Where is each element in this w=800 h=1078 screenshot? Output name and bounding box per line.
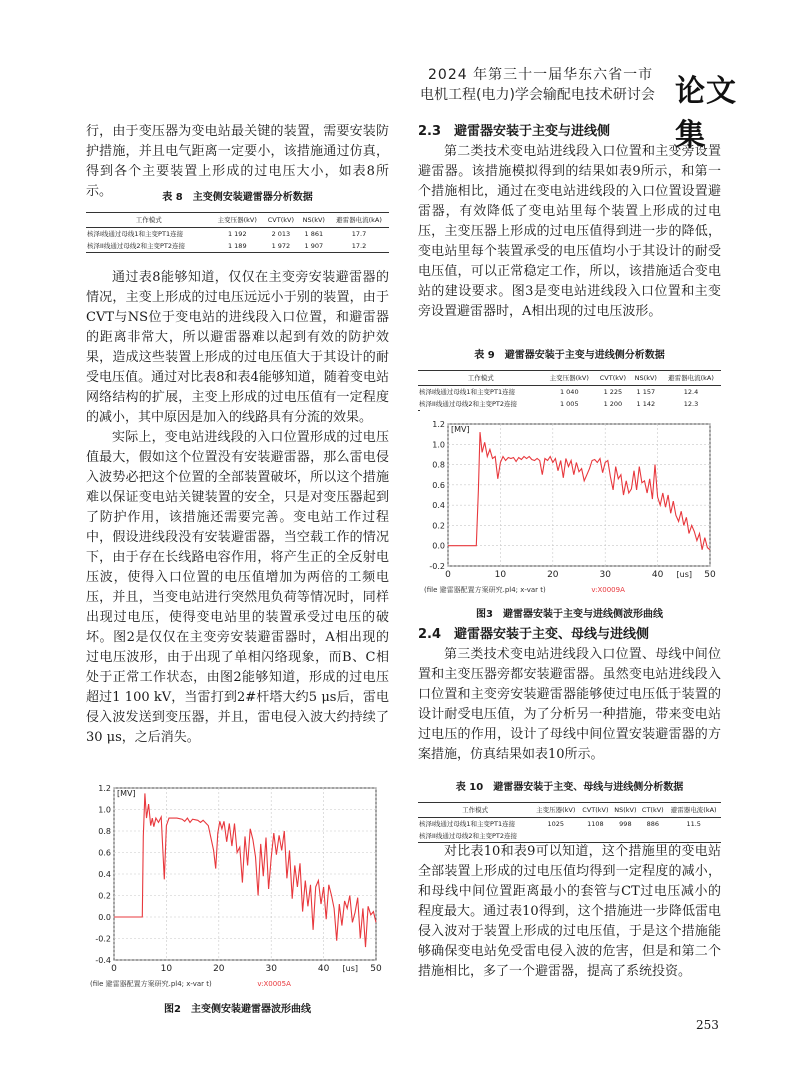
x-tick-label: 10 [494,570,507,580]
y-tick-label: 0.8 [432,460,445,470]
table8-cell: 核泽I线通过母线1和主变PT1连接 [87,230,184,238]
table10-cell [532,830,579,843]
table10-header: NS(kV) [612,803,640,818]
y-unit-label: [MV] [451,425,470,434]
table-row [86,228,389,241]
x-tick-label: 30 [599,570,611,580]
table8-cell: 1 861 [304,230,324,238]
table9-cell: 1 225 [603,388,623,396]
table8-cell: 1 192 [227,230,247,238]
y-tick-label: 0.0 [98,913,111,922]
y-tick-label: -0.2 [95,934,111,944]
table-row [418,386,721,399]
table8-cell: 17.2 [329,240,389,253]
table9-block [418,346,721,411]
figure-2-chart [86,772,392,994]
table9-cell: 12.3 [661,398,721,411]
table8 [86,212,389,253]
table10-header: 避雷器电流(kA) [666,803,721,818]
y-tick-label: 1.0 [432,440,445,450]
header-conference-line2: 电机工程(电力)学会输配电技术研讨会 [420,87,655,103]
y-tick-label: 0.4 [432,501,445,511]
chart-footer-variable: v:X0009A [591,586,625,594]
y-tick-label: 0.4 [98,870,111,879]
paragraph-1: 行，由于变压器为变电站最关键的装置，需要安装防护措施，并且电气距离一定要小，该措施通过仿真，得到各个主要装置上形成的过电压大小，如表8所示。 [86,124,389,199]
table8-cell: 1 907 [299,240,329,253]
left-body [86,268,389,748]
right-body-2 [418,625,721,765]
paragraph-3: 实际上，变电站进线段的入口位置形成的过电压值最大，假如这个位置没有安装避雷器，那么雷电侵入波势必把这个位置的全部装置破坏，所以这个措施难以保证变电站关键装置的安全，只是对变压器起到了防护作用，该措施还需要完善。变电站工作过程中，假设进线段没有安装避雷器，当空载工作的情况下，由于存在长线路电容作用，将产生正的全反射电压波，使得入口位置的电压值增加为两倍的工频电压，并且，当变电站进行突然甩负荷等情况时，同样出现过电压，使得变电站里的装置承受过电压的破坏。图2是仅仅在主变旁安装避雷器时，A相出现的过电压波形，由于出现了单相闪络现象，而B、C相处于正常工作状态，由图2能够知道，形成的过电压超过1 100 kV，当雷打到2#杆塔大约5 μs后，雷电侵入波发送到变压器，并且，雷电侵入波大约持续了30 μs，之后消失。 [86,430,389,745]
table10-header: CVT(kV) [579,803,611,818]
table10-cell: 1108 [587,820,604,828]
table8-cell: 核泽II线通过母线2和主变PT2连接 [86,240,211,253]
table-row [418,830,721,843]
table8-title: 表 8 主变侧安装避雷器分析数据 [162,192,313,203]
x-tick-label: 0 [445,570,451,580]
table9-cell: 核泽II线通过母线2和主变PT2连接 [418,398,543,411]
y-tick-label: 0.2 [432,521,445,531]
table10-cell: 1025 [547,820,564,828]
y-tick-label: 1.2 [98,784,111,793]
table10-cell: 886 [646,820,660,828]
table10-cell: 核泽II线通过母线2和主变PT2连接 [418,830,532,843]
table10 [418,802,721,843]
right-column [418,122,721,322]
table10-cell: 核泽I线通过母线1和主变PT1连接 [419,820,516,828]
table-row [418,818,721,831]
table10-header: 主变压器(kV) [532,803,579,818]
header-conference-line1: 2024 年第三十一届华东六省一市 [428,67,654,83]
table10-cell [666,830,721,843]
y-tick-label: 0.8 [98,827,111,836]
y-unit-label: [MV] [117,789,136,798]
figure-3-chart [420,408,726,600]
table9-cell: 12.4 [683,388,699,396]
y-tick-label: 0.6 [432,480,445,490]
table10-cell [612,830,640,843]
table9-cell: 1 157 [636,388,656,396]
figure-3-caption: 图3 避雷器安装于主变与进线侧波形曲线 [476,609,663,620]
page-number: 253 [696,1018,719,1032]
table10-header: 工作模式 [418,803,532,818]
y-tick-label: -0.4 [95,956,111,965]
plot-area [448,424,710,566]
x-tick-label: 50 [704,570,716,580]
x-tick-label: 40 [651,570,664,580]
paragraph-2: 通过表8能够知道，仅仅在主变旁安装避雷器的情况，主变上形成的过电压远远小于别的装置，由于CVT与NS位于变电站的进线段入口位置，和避雷器的距离非常大，所以避雷器难以起到有效的防护效果，造成这些装置上形成的过电压值大于其设计的耐受电压值。通过对比表8和表4能够知道，随着变电站网络结构的扩展，主变上形成的过电压值有一定程度的减小，其中原因是加入的线路具有分流的效果。 [86,270,389,425]
section-2-4-title: 2.4 避雷器安装于主变、母线与进线侧 [418,627,650,642]
paragraph-6: 对比表10和表9可以知道，这个措施里的变电站全部装置上形成的过电压值均得到一定程度的减小，和母线中间位置距离最小的套管与CT过电压减小的程度最大。通过表10得到，这个措施进一步降低雷电侵入波对于装置上形成的过电压值，于是这个措施能够确保变电站免受雷电侵入波的危害，但是和第二个措施相比，多了一个避雷器，提高了系统投资。 [418,844,721,979]
table9-header: NS(kV) [631,371,661,386]
table8-cell: 1 189 [211,240,263,253]
table8-cell: 2 013 [271,230,291,238]
section-2-3-title: 2.3 避雷器安装于主变与进线侧 [418,124,611,139]
table10-cell [639,830,666,843]
x-tick-label: 20 [547,570,559,580]
x-unit-label: [us] [676,570,692,579]
table9-cell: 1 142 [631,398,661,411]
table9-header: 主变压器(kV) [543,371,595,386]
table9-cell: 1 200 [595,398,630,411]
table8-header: CVT(kV) [263,213,298,228]
y-tick-label: 1.0 [98,805,111,815]
y-tick-label: 0.2 [98,891,111,901]
right-body-3 [418,842,721,982]
table9-cell: 核泽I线通过母线1和主变PT1连接 [419,388,516,396]
table9-title: 表 9 避雷器安装于主变与进线侧分析数据 [474,350,665,361]
x-tick-label: 50 [370,964,382,974]
table10-title: 表 10 避雷器安装于主变、母线与进线侧分析数据 [455,782,684,793]
x-unit-label: [us] [342,964,358,973]
table8-cell: 1 972 [263,240,298,253]
x-tick-label: 30 [265,964,277,974]
x-tick-label: 40 [317,964,330,974]
header-brand: 论文集 [675,74,737,153]
y-tick-label: 0.6 [98,848,111,858]
figure-2-caption: 图2 主变侧安装避雷器波形曲线 [164,1004,311,1015]
table9-cell: 1 040 [559,388,579,396]
table10-cell [579,830,611,843]
table10-header: CT(kV) [639,803,666,818]
table8-block [86,188,389,253]
table10-block [418,778,721,843]
table8-header: NS(kV) [299,213,329,228]
table10-cell: 11.5 [686,820,701,828]
table9 [418,370,721,411]
chart-footer-file: (file 避雷器配置方案研究.pl4; x-var t) [424,586,546,594]
table8-cell: 17.7 [351,230,367,238]
table9-cell: 1 005 [543,398,595,411]
table9-header: CVT(kV) [595,371,630,386]
paragraph-4: 第二类技术变电站进线段入口位置和主变旁设置避雷器。该措施模拟得到的结果如表9所示，和第一个措施相比，通过在变电站进线段的入口位置设置避雷器，有效降低了变电站里每个装置上形成的过电压，主变压器上形成的过电压值得到进一步的降低，变电站里每个装置承受的电压值均小于其设计的耐受电压值，可以正常稳定工作，所以，该措施适合变电站的建设要求。图3是变电站进线段入口位置和主变旁设置避雷器时，A相出现的过电压波形。 [418,144,721,319]
y-tick-label: 0.0 [432,541,445,551]
paragraph-5: 第三类技术变电站进线段入口位置、母线中间位置和主变压器旁都安装避雷器。虽然变电站进线段入口位置和主变旁安装避雷器能够使过电压低于装置的设计耐受电压值，为了分析另一种措施，带来变电站过电压的作用，设计了母线中间位置安装避雷器的方案措施，仿真结果如表10所示。 [418,647,721,762]
table8-header: 主变压器(kV) [211,213,263,228]
x-tick-label: 0 [111,964,117,974]
figure-2-svg [86,772,392,994]
table9-header: 避雷器电流(kA) [661,371,721,386]
table9-header: 工作模式 [418,371,543,386]
table8-header: 工作模式 [86,213,211,228]
figure-3-svg [420,408,726,600]
chart-footer-file: (file 避雷器配置方案研究.pl4; x-var t) [90,980,212,988]
y-tick-label: 1.2 [432,420,445,429]
x-tick-label: 20 [213,964,225,974]
y-tick-label: -0.2 [429,562,445,571]
chart-footer-variable: v:X0005A [257,980,291,988]
table10-cell: 998 [619,820,632,828]
table8-header: 避雷器电流(kA) [329,213,389,228]
x-tick-label: 10 [160,964,173,974]
table-row [86,240,389,253]
